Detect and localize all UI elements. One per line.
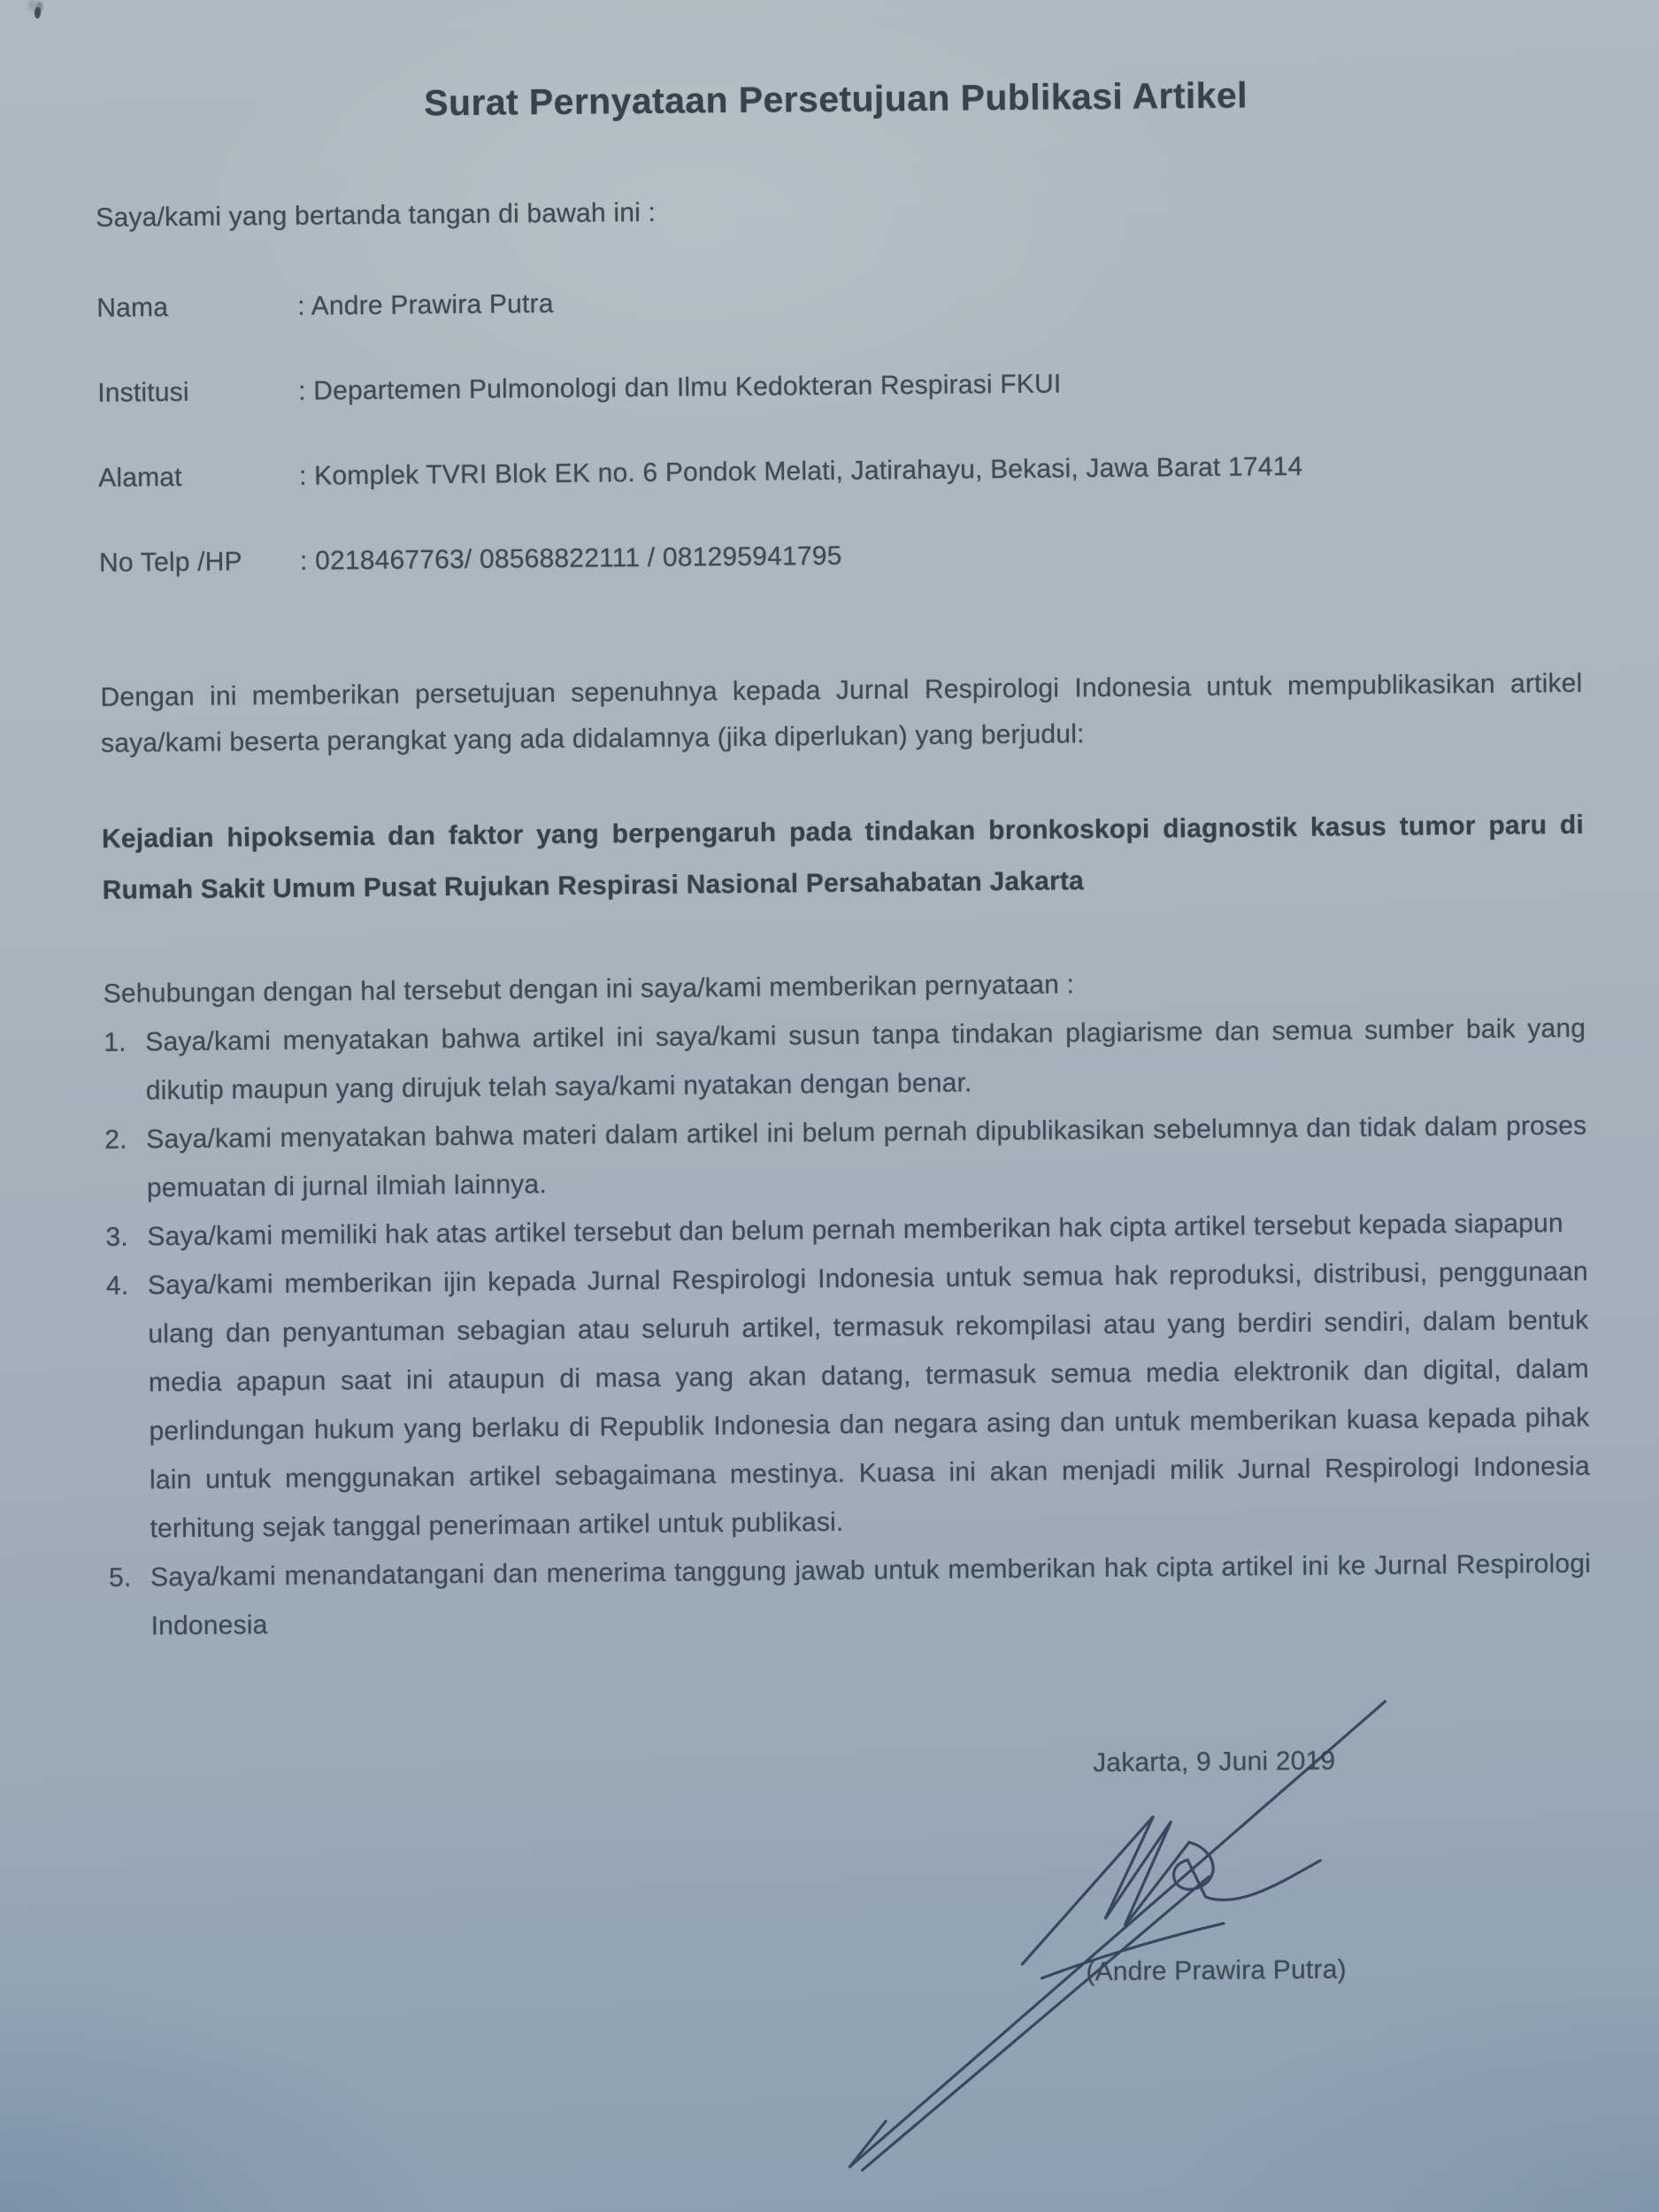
field-row-nama <box>96 270 1578 333</box>
field-label: Institusi <box>97 377 189 408</box>
field-value: : Komplek TVRI Blok EK no. 6 Pondok Melati, Jatirahayu, Bekasi, Jawa Barat 17414 <box>298 451 1303 491</box>
signature-name: (Andre Prawira Putra) <box>1086 1955 1347 1987</box>
statement-item <box>109 1540 1592 1651</box>
signature-place-date: Jakarta, 9 Juni 2019 <box>1092 1746 1336 1778</box>
statement-item <box>106 1248 1591 1554</box>
statement-item <box>104 1102 1587 1213</box>
statement-number: 3. <box>105 1222 128 1252</box>
statement-text: Saya/kami menyatakan bahwa artikel ini saya/kami susun tanpa tindakan plagiarisme dan semua sumber baik yang dikutip maupun yang dirujuk telah saya/kami nyatakan dengan benar. <box>145 1013 1586 1106</box>
field-label: No Telp /HP <box>98 547 242 578</box>
field-value: : Departemen Pulmonologi dan Ilmu Kedokteran Respirasi FKUI <box>298 369 1062 406</box>
statement-intro: Sehubungan dengan hal tersebut dengan ini saya/kami memberikan pernyataan : <box>103 970 1075 1009</box>
statement-list <box>104 1004 1592 1651</box>
consent-paragraph: Dengan ini memberikan persetujuan sepenuhnya kepada Jurnal Respirologi Indonesia untuk mempublikasikan artikel saya/kami beserta perangkat yang ada didalamnya (jika diperlukan) yang berjudul: <box>100 668 1583 758</box>
statement-item <box>104 1004 1586 1116</box>
statement-number: 1. <box>104 1027 127 1057</box>
field-row-telp <box>99 525 1581 588</box>
document-title: Surat Pernyataan Persetujuan Publikasi Artikel <box>424 74 1248 124</box>
field-row-alamat <box>98 440 1580 503</box>
statement-text: Saya/kami menandatangani dan menerima tanggung jawab untuk memberikan hak cipta artikel ini ke Jurnal Respirologi Indonesia <box>150 1548 1592 1641</box>
statement-text: Saya/kami memiliki hak atas artikel tersebut dan belum pernah memberikan hak cipta artikel tersebut kepada siapapun <box>147 1209 1563 1252</box>
field-row-institusi <box>97 355 1579 418</box>
handwritten-signature <box>784 1648 1444 2212</box>
statement-number: 4. <box>105 1271 129 1301</box>
statement-text: Saya/kami menyatakan bahwa materi dalam artikel ini belum pernah dipublikasikan sebelumnya dan tidak dalam proses pemuatan di jurnal ilmiah lainnya. <box>146 1110 1587 1203</box>
intro-line: Saya/kami yang bertanda tangan di bawah ini : <box>96 197 657 233</box>
article-title: Kejadian hipoksemia dan faktor yang berpengaruh pada tindakan bronkoskopi diagnostik kasus tumor paru di Rumah Sakit Umum Pusat Rujukan Respirasi Nasional Persahabatan Jakarta <box>101 810 1585 905</box>
field-value: : 0218467763/ 08568822111 / 081295941795 <box>299 541 842 576</box>
statement-number: 2. <box>104 1125 127 1155</box>
field-value: : Andre Prawira Putra <box>297 288 554 321</box>
statement-number: 5. <box>108 1563 132 1593</box>
field-label: Nama <box>96 293 169 323</box>
field-label: Alamat <box>97 462 182 493</box>
statement-text: Saya/kami memberikan ijin kepada Jurnal Respirologi Indonesia untuk semua hak reproduksi, distribusi, penggunaan ulang dan penyantuman sebagian atau seluruh artikel, termasuk rekompilasi atau yang berdiri sendiri, dalam bentuk media apapun saat ini ataupun di masa yang akan datang, termasuk semua media elektronik dan digital, dalam perlindungan hukum yang berlaku di Republik Indonesia dan negara asing dan untuk memberikan kuasa kepada pihak lain untuk menggunakan artikel sebagaimana mestinya. Kuasa ini akan menjadi milik Jurnal Respirologi Indonesia terhitung sejak tanggal penerimaan artikel untuk publikasi. <box>147 1256 1591 1544</box>
